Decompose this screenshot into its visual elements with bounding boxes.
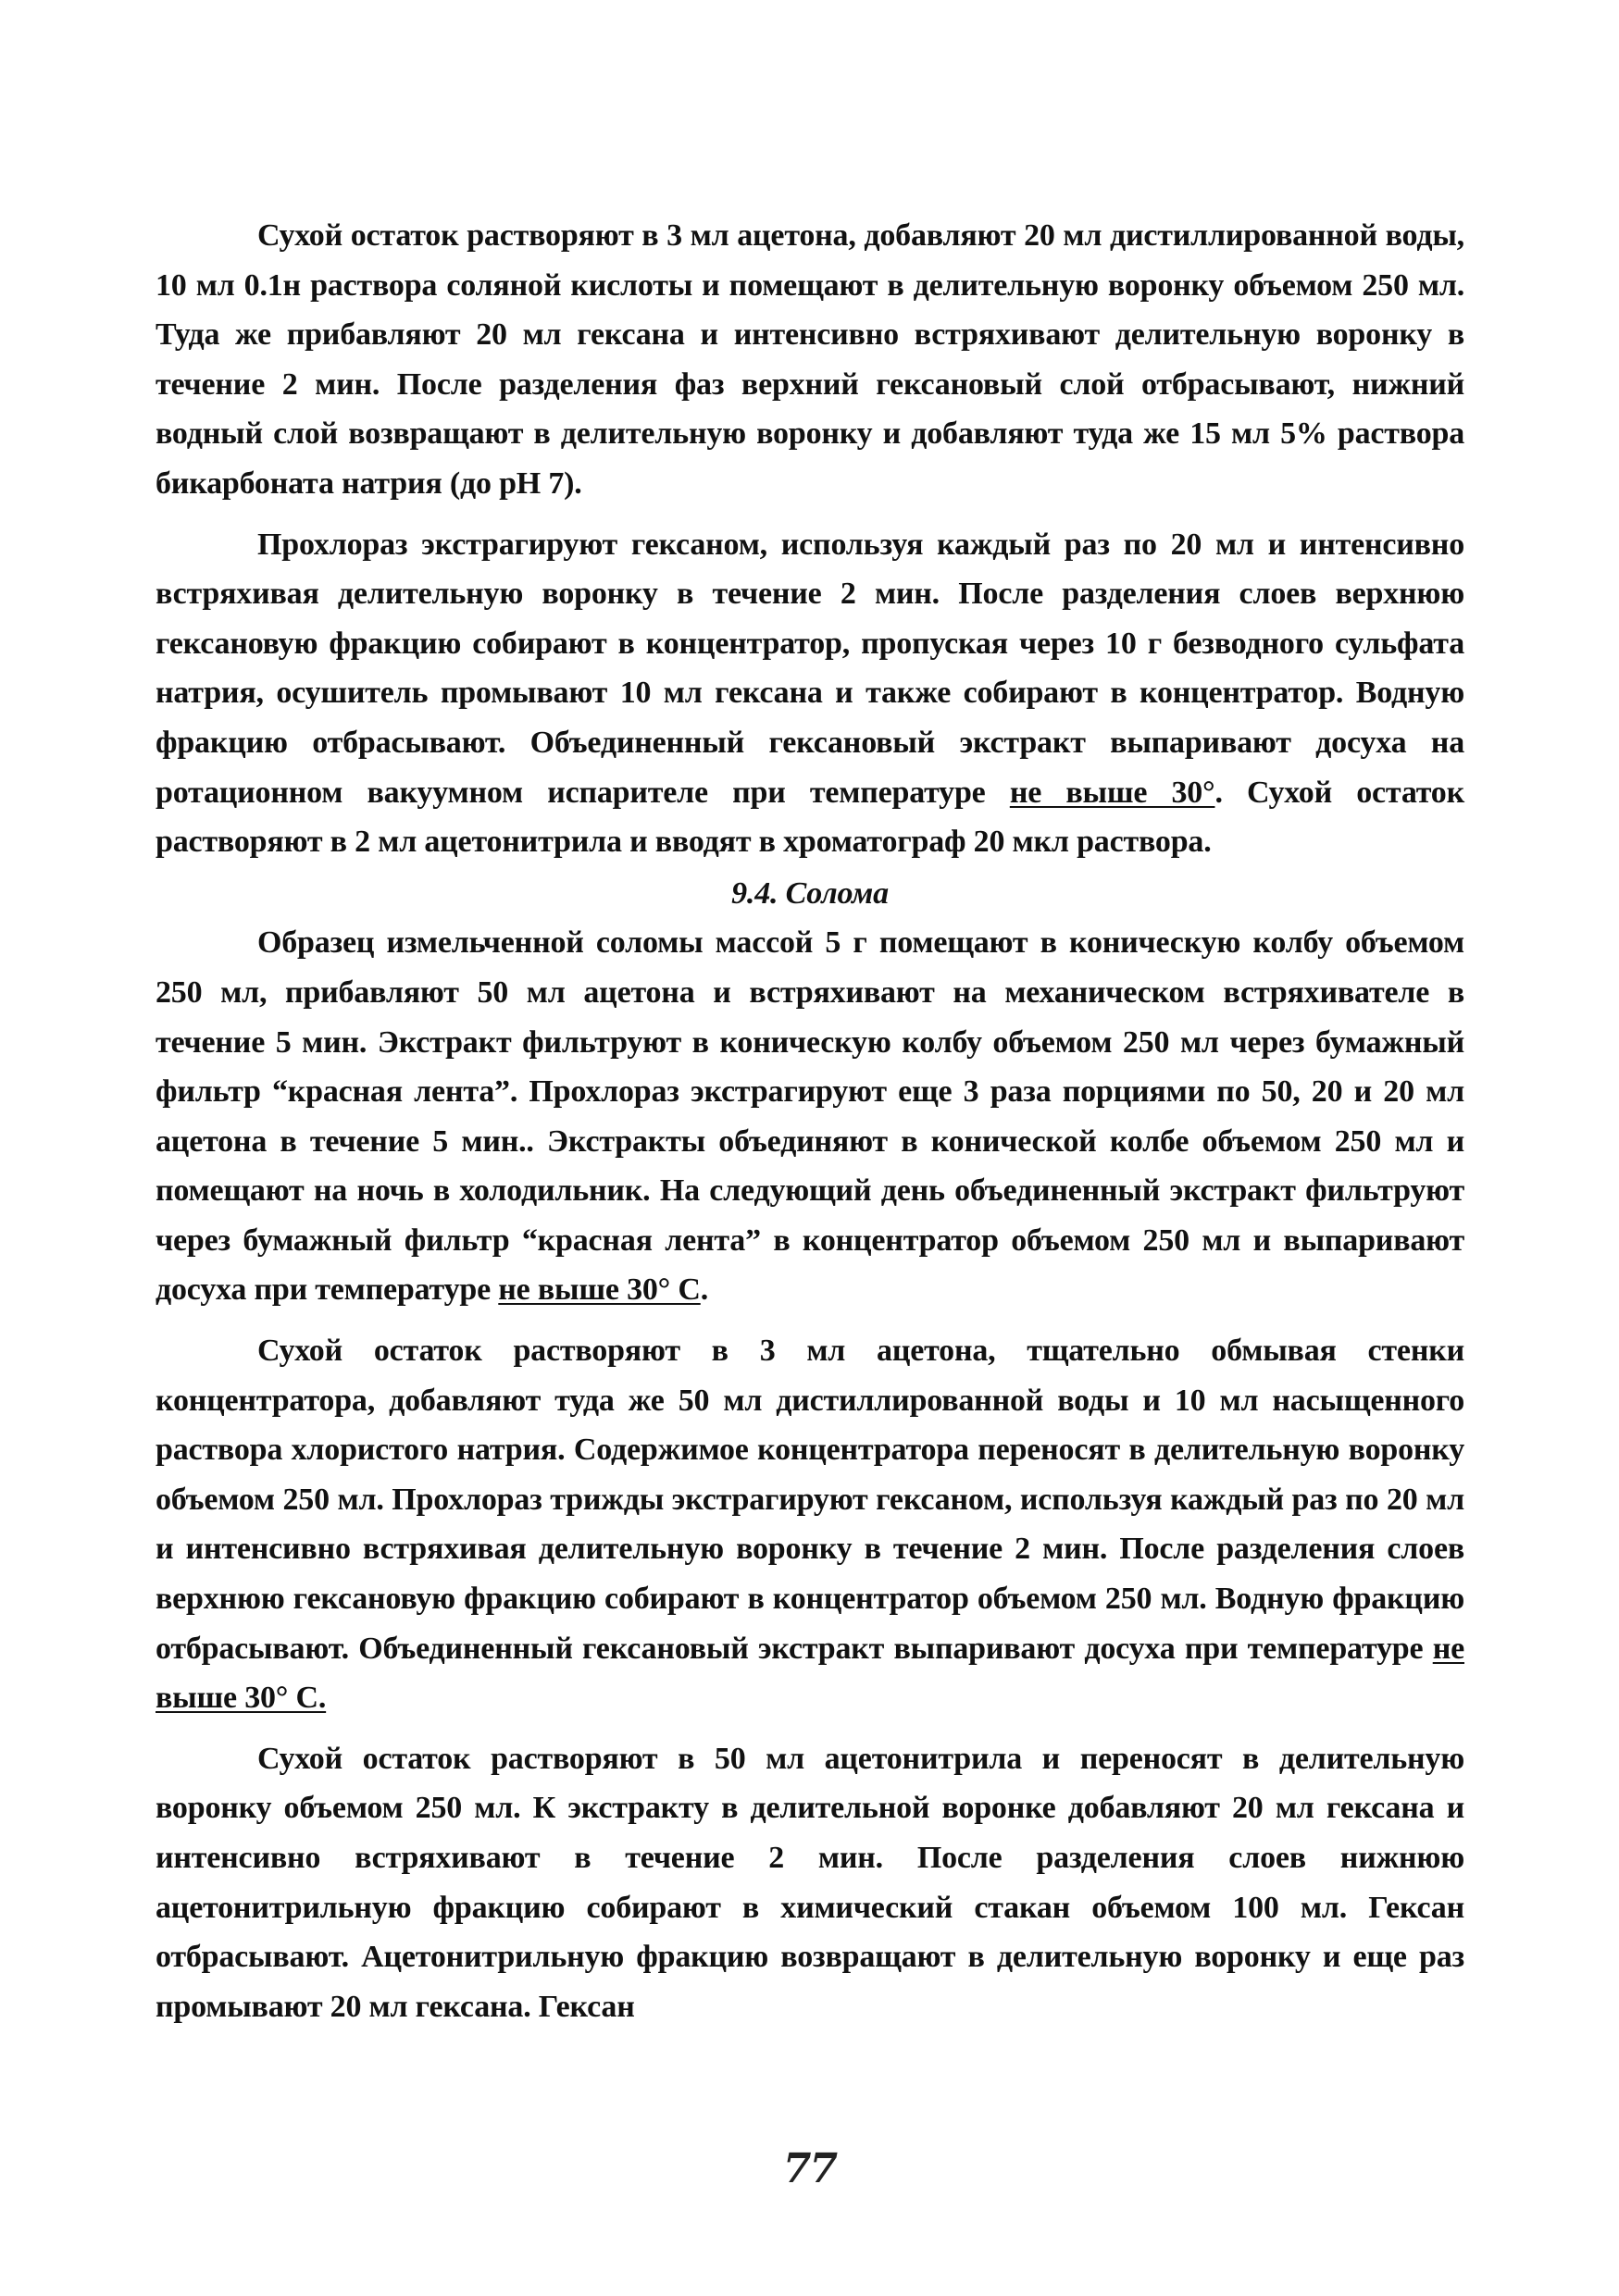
paragraph-3 [156,918,1464,1315]
temperature-limit-emphasis: не выше 30° С. [156,1631,1464,1716]
paragraph-2-text-end: . Сухой остаток растворяют в 2 мл ацетонитрила и вводят в хроматограф 20 мкл раствора. [156,775,1464,860]
paragraph-2-text: Прохлораз экстрагируют гексаном, используя каждый раз по 20 мл и интенсивно встряхивая делительную воронку в течение 2 мин. После разделения слоев верхнюю гексановую фракцию собирают в концентратор, пропуская через 10 г безводного сульфата натрия, осушитель промывают 10 мл гексана и также собирают в концентратор. Водную фракцию отбрасывают. Объединенный гексановый экстракт выпаривают досуха на ротационном вакуумном испарителе при температуре [156,527,1464,810]
paragraph-3-text-end: . [700,1272,709,1308]
temperature-limit-emphasis: не выше 30° [1009,775,1215,810]
paragraph-5 [156,1734,1464,2032]
paragraph-3-text: Образец измельченной соломы массой 5 г помещают в коническую колбу объемом 250 мл, прибавляют 50 мл ацетона и встряхивают на механическом встряхивателе в течение 5 мин. Экстракт фильтруют в коническую колбу объемом 250 мл через бумажный фильтр “красная лента”. Прохлораз экстрагируют еще 3 раза порциями по 50, 20 и 20 мл ацетона в течение 5 мин.. Экстракты объединяют в конической колбе объемом 250 мл и помещают на ночь в холодильник. На следующий день объединенный экстракт фильтруют через бумажный фильтр “красная лента” в концентратор объемом 250 мл и выпаривают досуха при температуре [156,925,1464,1308]
page-number: 77 [782,2145,837,2192]
paragraph-4-text: Сухой остаток растворяют в 3 мл ацетона, тщательно обмывая стенки концентратора, добавляют туда же 50 мл дистиллированной воды и 10 мл насыщенного раствора хлористого натрия. Содержимое концентратора переносят в делительную воронку объемом 250 мл. Прохлораз трижды экстрагируют гексаном, используя каждый раз по 20 мл и интенсивно встряхивая делительную воронку в течение 2 мин. После разделения слоев верхнюю гексановую фракцию собирают в концентратор объемом 250 мл. Водную фракцию отбрасывают. Объединенный гексановый экстракт выпаривают досуха при температуре [156,1334,1464,1666]
section-heading: 9.4. Солома [731,875,889,911]
temperature-limit-emphasis: не выше 30° С [498,1272,701,1308]
document-body [156,211,1464,2031]
paragraph-5-text: Сухой остаток растворяют в 50 мл ацетонитрила и переносят в делительную воронку объемом 250 мл. К экстракту в делительной воронке добавляют 20 мл гексана и интенсивно встряхивают в течение 2 мин. После разделения слоев нижнюю ацетонитрильную фракцию собирают в химический стакан объемом 100 мл. Гексан отбрасывают. Ацетонитрильную фракцию возвращают в делительную воронку и еще раз промывают 20 мл гексана. Гексан [156,1741,1464,2024]
paragraph-1-text: Сухой остаток растворяют в 3 мл ацетона, добавляют 20 мл дистиллированной воды, 10 мл 0.1н раствора соляной кислоты и помещают в делительную воронку объемом 250 мл. Туда же прибавляют 20 мл гексана и интенсивно встряхивают делительную воронку в течение 2 мин. После разделения фаз верхний гексановый слой отбрасывают, нижний водный слой возвращают в делительную воронку и добавляют туда же 15 мл 5% раствора бикарбоната натрия (до pH 7). [156,218,1464,501]
paragraph-1 [156,211,1464,509]
paragraph-4 [156,1326,1464,1723]
paragraph-2 [156,520,1464,867]
